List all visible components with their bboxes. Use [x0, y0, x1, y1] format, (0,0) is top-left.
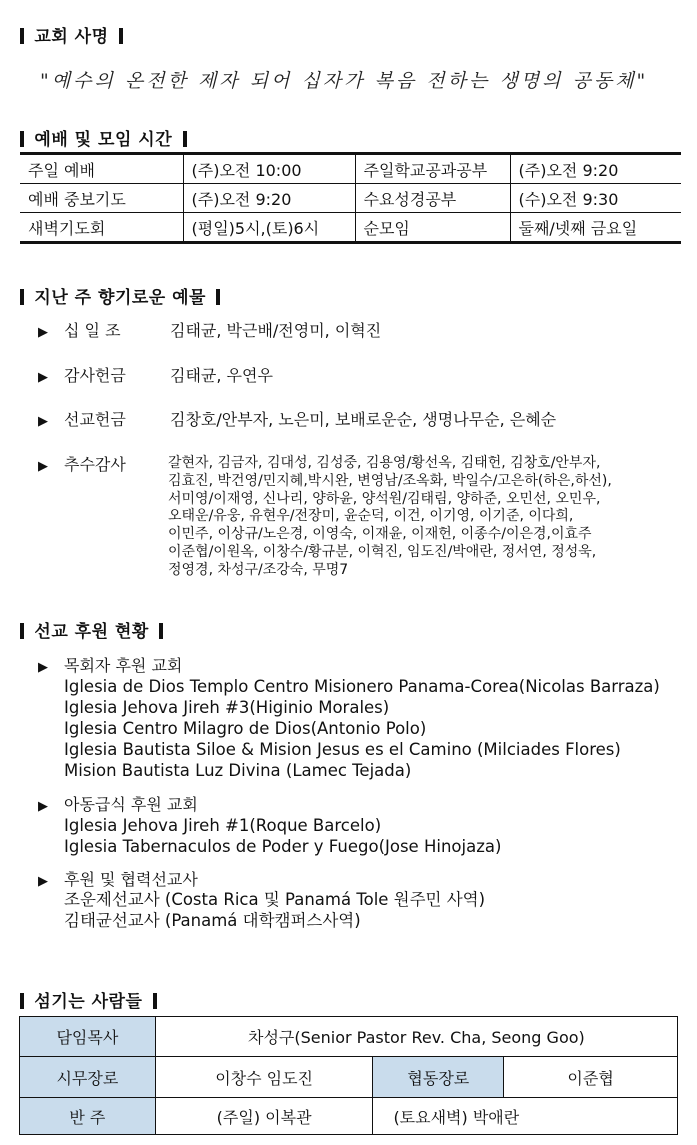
heading-bar-right [216, 289, 220, 305]
mission-heading [20, 22, 123, 47]
heading-bar-left [20, 623, 24, 639]
mission-title: 교회 사명 [34, 27, 109, 47]
staff-row [20, 1098, 678, 1135]
worship-title: 예배 및 모임 시간 [34, 130, 173, 150]
support-title: 선교 후원 현황 [34, 622, 149, 642]
offering-row-mission [38, 407, 556, 430]
triangle-bullet-icon: ▶ [38, 459, 48, 474]
staff-accompanist-saturday: (토요새벽) 박애란 [373, 1098, 678, 1135]
worship-cell: 주일학교공과공부 [355, 155, 510, 184]
worship-row [20, 155, 681, 184]
offering-row-tithe [38, 318, 381, 341]
offering-row-thanks [38, 363, 273, 386]
worship-cell: 수요성경공부 [355, 184, 510, 213]
support-heading [20, 617, 163, 642]
staff-role-label: 반 주 [20, 1098, 156, 1135]
heading-bar-right [183, 131, 187, 147]
staff-row [20, 1057, 678, 1098]
support-group-list [64, 676, 660, 781]
staff-accompanist-sunday: (주일) 이복관 [155, 1098, 373, 1135]
support-group-title: 후원 및 협력선교사 [64, 870, 198, 889]
triangle-bullet-icon: ▶ [38, 799, 48, 814]
support-group-title: 목회자 후원 교회 [64, 656, 183, 675]
worship-cell: 주일 예배 [28, 160, 95, 180]
support-group-head [38, 792, 198, 815]
worship-row [20, 184, 681, 213]
support-missionary: 김태균선교사 (Panamá 대학캠퍼스사역) [64, 911, 361, 930]
worship-cell: 순모임 [355, 213, 510, 242]
offering-names: 김태균, 박근배/전영미, 이혁진 [170, 321, 382, 340]
support-group-title: 아동급식 후원 교회 [64, 795, 198, 814]
worship-cell: (수)오전 9:30 [510, 184, 681, 213]
support-church: Iglesia de Dios Templo Centro Misionero Panama-Corea(Nicolas Barraza) [64, 677, 660, 696]
offering-label: 선교헌금 [64, 410, 126, 429]
staff-role-label: 시무장로 [20, 1057, 156, 1098]
worship-heading [20, 125, 187, 150]
support-group-list [64, 815, 501, 857]
harvest-names-line: 갈현자, 김금자, 김대성, 김성중, 김용영/황선옥, 김태헌, 김창호/안부자, [168, 455, 601, 471]
worship-cell: (주)오전 10:00 [183, 155, 355, 184]
offerings-heading [20, 283, 220, 308]
mission-motto: "예수의 온전한 제자 되어 십자가 복음 전하는 생명의 공동체" [40, 70, 649, 92]
triangle-bullet-icon: ▶ [38, 325, 48, 340]
support-group-head [38, 867, 198, 890]
triangle-bullet-icon: ▶ [38, 370, 48, 385]
harvest-names-line: 정영경, 차성구/조강숙, 무명7 [168, 561, 349, 578]
staff-row [20, 1017, 678, 1057]
harvest-names [168, 455, 612, 580]
heading-bar-left [20, 28, 24, 44]
worship-cell: (주)오전 9:20 [183, 184, 355, 213]
support-church: Iglesia Bautista Siloe & Mision Jesus es el Camino (Milciades Flores) [64, 740, 621, 759]
worship-cell: (주)오전 9:20 [510, 155, 681, 184]
heading-bar-left [20, 289, 24, 305]
offerings-title: 지난 주 향기로운 예물 [34, 288, 206, 308]
support-church: Iglesia Jehova Jireh #1(Roque Barcelo) [64, 816, 382, 835]
heading-bar-right [119, 28, 123, 44]
offering-label: 추수감사 [64, 455, 126, 474]
heading-bar-left [20, 131, 24, 147]
support-church: Mision Bautista Luz Divina (Lamec Tejada) [64, 761, 412, 780]
offering-label: 십 일 조 [64, 321, 121, 340]
heading-bar-right [153, 993, 157, 1009]
staff-elders: 이창수 임도진 [155, 1057, 373, 1098]
offering-names: 김창호/안부자, 노은미, 보배로운순, 생명나무순, 은혜순 [170, 410, 557, 429]
harvest-names-line: 이민주, 이상규/노은경, 이영숙, 이재윤, 이재헌, 이종수/이은경,이효주 [168, 526, 592, 543]
support-church: Iglesia Centro Milagro de Dios(Antonio Polo) [64, 719, 427, 738]
worship-cell: (평일)5시,(토)6시 [183, 213, 355, 242]
staff-role-label: 협동장로 [373, 1057, 504, 1098]
heading-bar-right [159, 623, 163, 639]
worship-cell: 예배 중보기도 [28, 189, 126, 209]
harvest-names-line: 오태운/유웅, 유현우/전장미, 윤순덕, 이건, 이기영, 이기준, 이다희, [168, 508, 574, 525]
triangle-bullet-icon: ▶ [38, 414, 48, 429]
support-group-head [38, 653, 182, 676]
support-church: Iglesia Jehova Jireh #3(Higinio Morales) [64, 698, 390, 717]
support-missionary: 조운제선교사 (Costa Rica 및 Panamá Tole 원주민 사역) [64, 890, 486, 909]
staff-heading [20, 987, 157, 1012]
staff-table [19, 1016, 678, 1135]
triangle-bullet-icon: ▶ [38, 660, 48, 675]
staff-role-label: 담임목사 [20, 1017, 156, 1057]
staff-title: 섬기는 사람들 [34, 992, 143, 1012]
harvest-names-line: 서미영/이재영, 신나리, 양하윤, 양석원/김태림, 양하준, 오민선, 오민우, [168, 490, 601, 507]
staff-coop-elder: 이준협 [504, 1057, 678, 1098]
support-group-list [64, 889, 485, 931]
offering-names: 김태균, 우연우 [170, 366, 273, 385]
staff-senior-pastor: 차성구(Senior Pastor Rev. Cha, Seong Goo) [155, 1017, 677, 1057]
harvest-names-line: 이준협/이원옥, 이창수/황규분, 이혁진, 임도진/박애란, 정서연, 정성욱, [168, 543, 597, 560]
heading-bar-left [20, 993, 24, 1009]
offering-row-harvest [38, 452, 170, 475]
harvest-names-line: 김효진, 박건영/민지혜,박시완, 변영남/조옥화, 박일수/고은하(하은,하선), [168, 472, 612, 489]
worship-cell: 새벽기도회 [28, 218, 106, 238]
triangle-bullet-icon: ▶ [38, 874, 48, 889]
worship-cell: 둘째/넷째 금요일 [510, 213, 681, 242]
offering-label: 감사헌금 [64, 366, 126, 385]
worship-table [20, 155, 681, 241]
support-church: Iglesia Tabernaculos de Poder y Fuego(Jose Hinojaza) [64, 837, 502, 856]
worship-table-wrap [20, 152, 681, 244]
worship-row [20, 213, 681, 242]
